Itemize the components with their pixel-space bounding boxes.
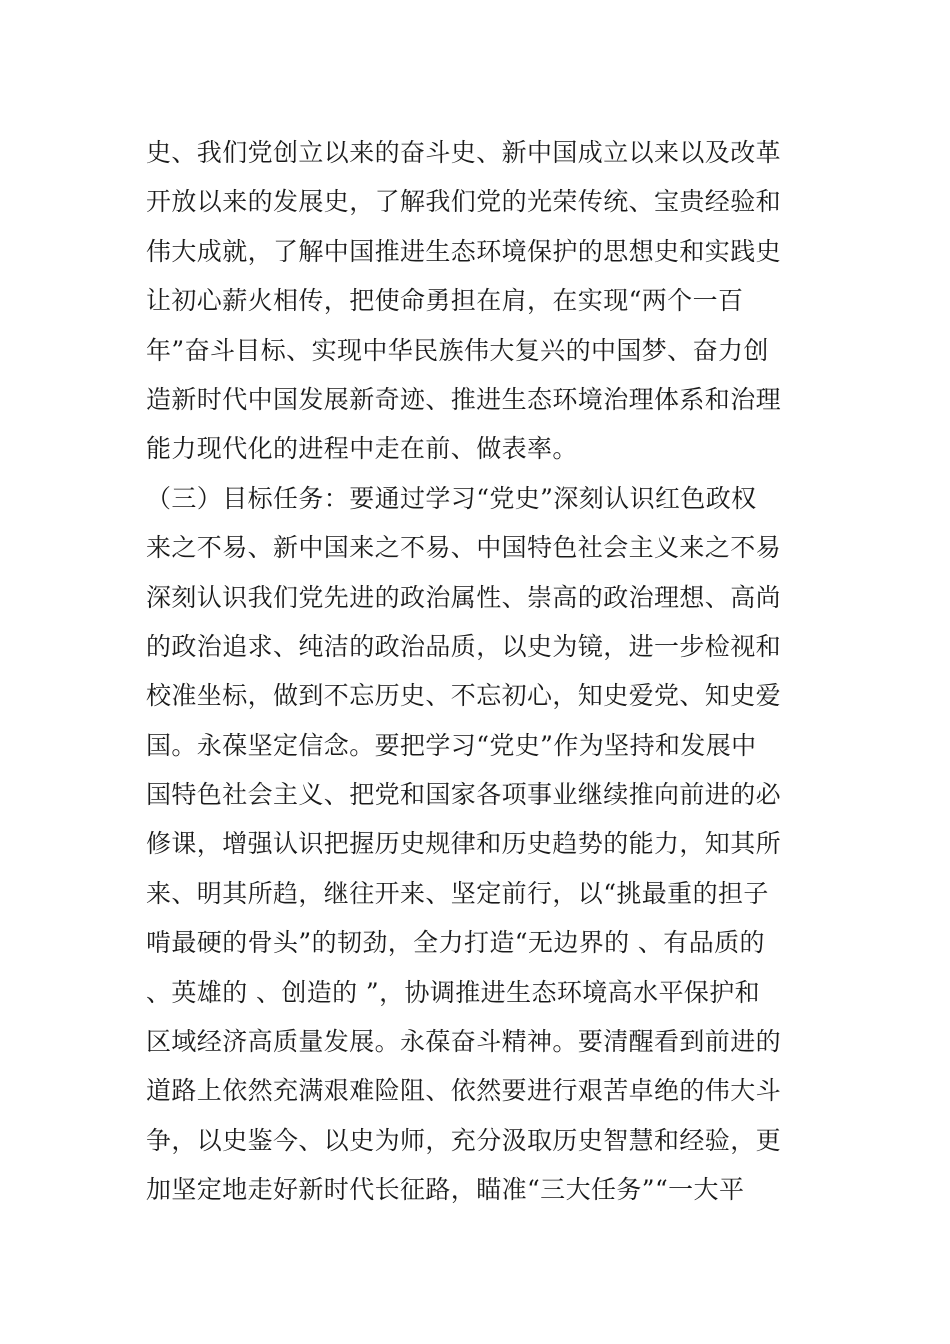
- text-line: 造新时代中国发展新奇迹、推进生态环境治理体系和治理: [146, 384, 782, 414]
- section-heading-line: （三）目标任务：要通过学习“党史”深刻认识红色政权: [146, 483, 757, 513]
- text-line: 校准坐标，做到不忘历史、不忘初心，知史爱党、知史爱: [146, 681, 782, 711]
- text-line: 国特色社会主义、把党和国家各项事业继续推向前进的必: [146, 780, 782, 810]
- text-line: 修课，增强认识把握历史规律和历史趋势的能力，知其所: [146, 829, 782, 859]
- text-line: 史、我们党创立以来的奋斗史、新中国成立以来以及改革: [146, 138, 782, 167]
- body-text: [146, 128, 816, 1215]
- text-line: 深刻认识我们党先进的政治属性、崇高的政治理想、高尚: [146, 582, 782, 612]
- text-line: 的政治追求、纯洁的政治品质，以史为镜，进一步检视和: [146, 631, 782, 661]
- text-line: 道路上依然充满艰难险阻、依然要进行艰苦卓绝的伟大斗: [146, 1076, 782, 1106]
- text-line: 、英雄的 、创造的 ”，协调推进生态环境高水平保护和: [146, 977, 761, 1007]
- text-line: 伟大成就，了解中国推进生态环境保护的思想史和实践史: [146, 236, 782, 266]
- text-line: 年”奋斗目标、实现中华民族伟大复兴的中国梦、奋力创: [146, 335, 769, 365]
- text-line: 加坚定地走好新时代长征路，瞄准“三大任务”“一大平: [146, 1175, 745, 1205]
- text-line: 争，以史鉴今、以史为师，充分汲取历史智慧和经验，更: [146, 1125, 782, 1155]
- text-line: 啃最硬的骨头”的韧劲，全力打造“无边界的 、有品质的: [146, 928, 765, 958]
- text-line: 来之不易、新中国来之不易、中国特色社会主义来之不易: [146, 533, 782, 563]
- text-line: 开放以来的发展史，了解我们党的光荣传统、宝贵经验和: [146, 187, 782, 217]
- text-line: 区域经济高质量发展。永葆奋斗精神。要清醒看到前进的: [146, 1027, 782, 1057]
- text-line: 让初心薪火相传，把使命勇担在肩，在实现“两个一百: [146, 286, 744, 316]
- text-line: 来、明其所趋，继往开来、坚定前行，以“挑最重的担子: [146, 878, 769, 908]
- text-line: 能力现代化的进程中走在前、做表率。: [146, 434, 578, 464]
- text-line: 国。永葆坚定信念。要把学习“党史”作为坚持和发展中: [146, 730, 757, 760]
